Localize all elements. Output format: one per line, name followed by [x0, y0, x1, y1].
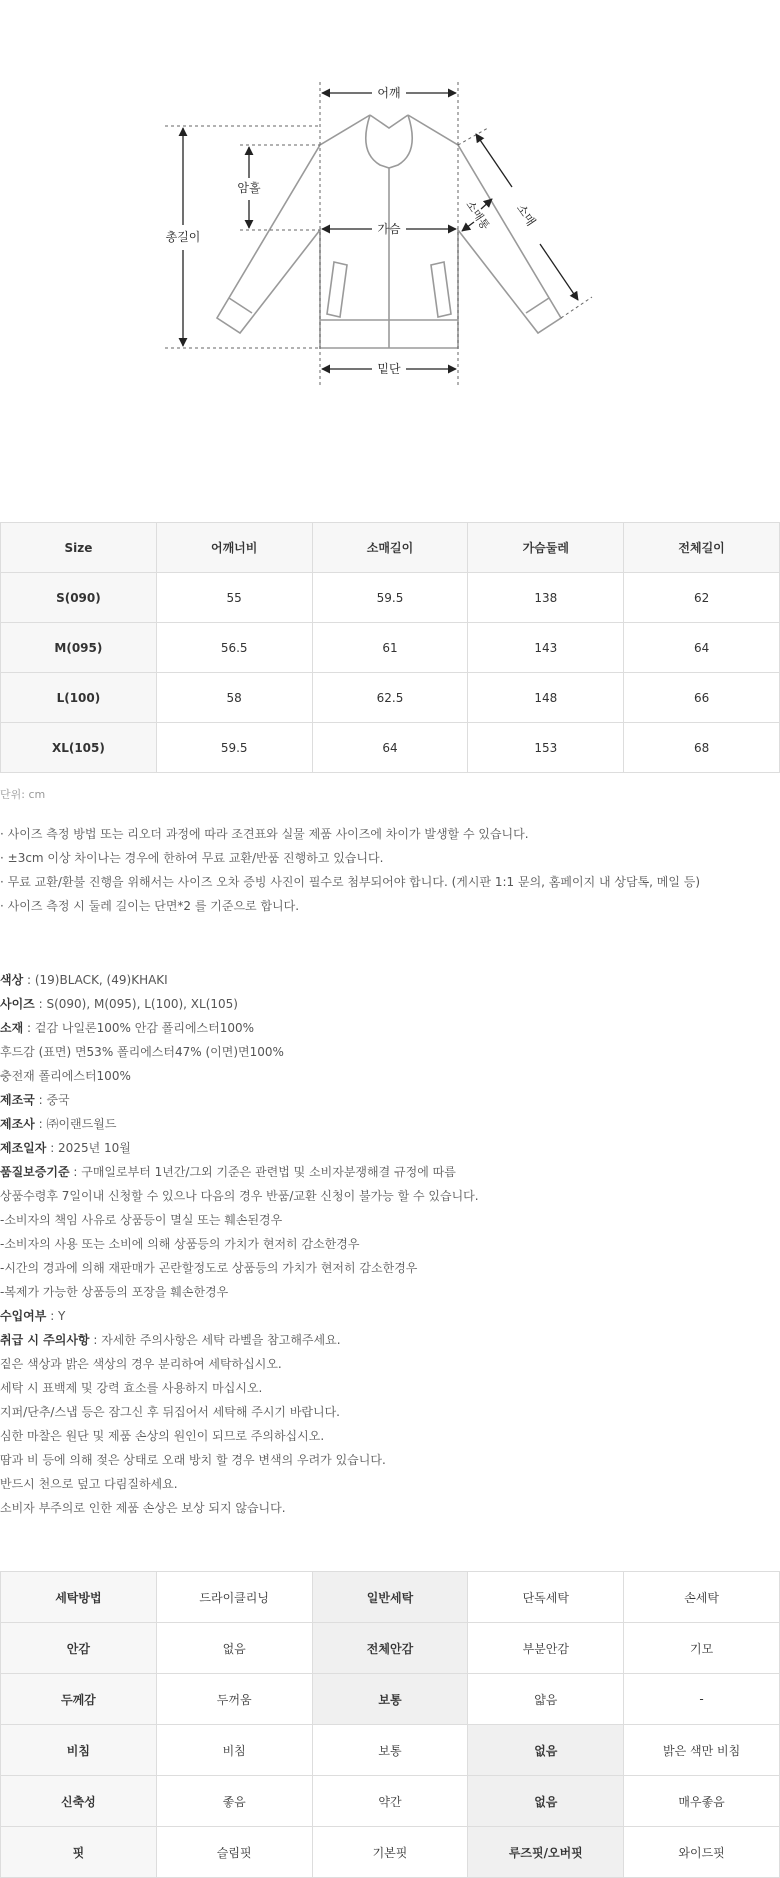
care-cell: 없음	[468, 1776, 624, 1827]
table-row	[1, 723, 780, 773]
size-cell: 138	[468, 573, 624, 623]
info-label: 소재	[0, 1021, 24, 1035]
table-row	[1, 1827, 780, 1878]
care-row-label: 핏	[1, 1827, 157, 1878]
size-cell: 62	[624, 573, 780, 623]
size-cell: 64	[312, 723, 468, 773]
care-cell: 슬림핏	[156, 1827, 312, 1878]
size-cell: 59.5	[312, 573, 468, 623]
info-text: : S(090), M(095), L(100), XL(105)	[34, 997, 238, 1011]
info-row	[0, 1112, 479, 1136]
size-header-shoulder: 어깨너비	[156, 523, 312, 573]
info-text: 땀과 비 등에 의해 젖은 상태로 오래 방치 할 경우 변색의 우려가 있습니다.	[0, 1453, 386, 1467]
info-text: -소비자의 사용 또는 소비에 의해 상품등의 가치가 현저히 감소한경우	[0, 1237, 360, 1251]
info-row	[0, 1280, 479, 1304]
sleeve-width-arrow-top	[481, 199, 492, 209]
info-row	[0, 1376, 479, 1400]
info-row	[0, 968, 479, 992]
sleeve-width-arrow-bottom	[462, 222, 474, 231]
note-item: · 무료 교환/환불 진행을 위해서는 사이즈 오차 증빙 사진이 필수로 첨부되어야 합니다. (게시판 1:1 문의, 홈페이지 내 상담톡, 메일 등)	[0, 870, 700, 894]
info-row	[0, 1448, 479, 1472]
info-row	[0, 1064, 479, 1088]
info-label: 색상	[0, 973, 24, 987]
care-cell: 밝은 색만 비침	[624, 1725, 780, 1776]
info-row	[0, 1208, 479, 1232]
info-row	[0, 1328, 479, 1352]
care-cell: 단독세탁	[468, 1572, 624, 1623]
info-row	[0, 1424, 479, 1448]
care-row-label: 신축성	[1, 1776, 157, 1827]
care-cell: 비침	[156, 1725, 312, 1776]
size-cell: 148	[468, 673, 624, 723]
table-row	[1, 1725, 780, 1776]
info-row	[0, 1040, 479, 1064]
info-text: : 구매일로부터 1년간/그외 기준은 관련법 및 소비자분쟁해결 규정에 따름	[69, 1165, 456, 1179]
size-cell: 61	[312, 623, 468, 673]
info-row	[0, 1016, 479, 1040]
info-text: : (19)BLACK, (49)KHAKI	[23, 973, 168, 987]
info-text: 상품수령후 7일이내 신청할 수 있으나 다음의 경우 반품/교환 신청이 불가능 할 수 있습니다.	[0, 1189, 479, 1203]
info-row	[0, 1496, 479, 1520]
info-text: 짙은 색상과 밝은 색상의 경우 분리하여 세탁하십시오.	[0, 1357, 282, 1371]
care-cell: 손세탁	[624, 1572, 780, 1623]
info-label: 수입여부	[0, 1309, 47, 1323]
info-label: 제조일자	[0, 1141, 47, 1155]
note-item: · 사이즈 측정 방법 또는 리오더 과정에 따라 조견표와 실물 제품 사이즈에 차이가 발생할 수 있습니다.	[0, 822, 700, 846]
care-cell: 일반세탁	[312, 1572, 468, 1623]
info-text: -소비자의 책임 사유로 상품등이 멸실 또는 훼손된경우	[0, 1213, 283, 1227]
care-table	[0, 1571, 780, 1878]
info-text: : ㈜이랜드월드	[34, 1117, 117, 1131]
size-cell: 58	[156, 673, 312, 723]
chest-label: 가슴	[377, 222, 401, 236]
table-row	[1, 1623, 780, 1674]
note-item: · ±3cm 이상 차이나는 경우에 한하여 무료 교환/반품 진행하고 있습니다.	[0, 846, 700, 870]
info-row	[0, 1232, 479, 1256]
table-row	[1, 623, 780, 673]
unit-note: 단위: cm	[0, 788, 46, 801]
info-row	[0, 1352, 479, 1376]
care-cell: 드라이클리닝	[156, 1572, 312, 1623]
care-cell: 약간	[312, 1776, 468, 1827]
info-label: 사이즈	[0, 997, 35, 1011]
armhole-label: 암홀	[237, 181, 261, 195]
info-text: -복제가 가능한 상품등의 포장을 훼손한경우	[0, 1285, 229, 1299]
info-row	[0, 1400, 479, 1424]
care-cell: 보통	[312, 1674, 468, 1725]
table-row	[1, 673, 780, 723]
size-table	[0, 522, 780, 773]
info-text: 세탁 시 표백제 및 강력 효소를 사용하지 마십시오.	[0, 1381, 263, 1395]
care-cell: 부분안감	[468, 1623, 624, 1674]
sleeve-width-label: 소매통	[463, 198, 492, 233]
size-cell: 55	[156, 573, 312, 623]
size-header-chest: 가슴둘레	[468, 523, 624, 573]
size-cell: 68	[624, 723, 780, 773]
info-row	[0, 1184, 479, 1208]
care-cell: 와이드핏	[624, 1827, 780, 1878]
size-header-sleeve: 소매길이	[312, 523, 468, 573]
care-cell: 루즈핏/오버핏	[468, 1827, 624, 1878]
size-cell: 62.5	[312, 673, 468, 723]
care-row-label: 세탁방법	[1, 1572, 157, 1623]
info-row	[0, 1472, 479, 1496]
care-cell: 두꺼움	[156, 1674, 312, 1725]
info-row	[0, 1088, 479, 1112]
info-text: 심한 마찰은 원단 및 제품 손상의 원인이 되므로 주의하십시오.	[0, 1429, 325, 1443]
size-cell: S(090)	[1, 573, 157, 623]
size-cell: 153	[468, 723, 624, 773]
jacket-diagram-svg	[0, 0, 780, 420]
table-row	[1, 1572, 780, 1623]
care-cell: 좋음	[156, 1776, 312, 1827]
table-row	[1, 573, 780, 623]
care-cell: 보통	[312, 1725, 468, 1776]
table-row	[1, 1674, 780, 1725]
info-row	[0, 1256, 479, 1280]
table-row	[1, 1776, 780, 1827]
sleeve-label: 소매	[513, 201, 539, 229]
size-notes	[0, 822, 700, 918]
info-row	[0, 1160, 479, 1184]
care-cell: 없음	[156, 1623, 312, 1674]
info-text: : 겉감 나일론100% 안감 폴리에스터100%	[23, 1021, 255, 1035]
size-cell: 64	[624, 623, 780, 673]
sleeve-arrow-top	[476, 134, 512, 187]
size-diagram	[0, 0, 780, 420]
size-cell: 143	[468, 623, 624, 673]
care-cell: -	[624, 1674, 780, 1725]
info-row	[0, 1304, 479, 1328]
size-table-header-row	[1, 523, 780, 573]
info-text: 반드시 천으로 덮고 다림질하세요.	[0, 1477, 178, 1491]
info-text: 충전재 폴리에스터100%	[0, 1069, 131, 1083]
size-header-length: 전체길이	[624, 523, 780, 573]
info-text: : 중국	[34, 1093, 70, 1107]
info-label: 취급 시 주의사항	[0, 1333, 90, 1347]
care-cell: 기본핏	[312, 1827, 468, 1878]
care-cell: 얇음	[468, 1674, 624, 1725]
info-text: -시간의 경과에 의해 재판매가 곤란할정도로 상품등의 가치가 현저히 감소한경우	[0, 1261, 418, 1275]
info-text: 소비자 부주의로 인한 제품 손상은 보상 되지 않습니다.	[0, 1501, 286, 1515]
info-label: 제조사	[0, 1117, 35, 1131]
care-cell: 기모	[624, 1623, 780, 1674]
care-row-label: 비침	[1, 1725, 157, 1776]
info-text: 후드감 (표면) 면53% 폴리에스터47% (이면)면100%	[0, 1045, 284, 1059]
care-cell: 없음	[468, 1725, 624, 1776]
info-label: 제조국	[0, 1093, 35, 1107]
size-cell: M(095)	[1, 623, 157, 673]
product-info	[0, 968, 479, 1520]
shoulder-label: 어깨	[377, 86, 401, 100]
size-header-size: Size	[1, 523, 157, 573]
total-length-label: 총길이	[165, 230, 201, 244]
care-row-label: 안감	[1, 1623, 157, 1674]
info-row	[0, 1136, 479, 1160]
info-text: : 자세한 주의사항은 세탁 라벨을 참고해주세요.	[89, 1333, 341, 1347]
info-label: 품질보증기준	[0, 1165, 70, 1179]
care-cell: 매우좋음	[624, 1776, 780, 1827]
hem-label: 밑단	[377, 362, 401, 376]
size-cell: 56.5	[156, 623, 312, 673]
size-cell: XL(105)	[1, 723, 157, 773]
info-text: : 2025년 10월	[46, 1141, 131, 1155]
size-cell: 66	[624, 673, 780, 723]
size-cell: 59.5	[156, 723, 312, 773]
info-text: : Y	[46, 1309, 66, 1323]
care-row-label: 두께감	[1, 1674, 157, 1725]
note-item: · 사이즈 측정 시 둘레 길이는 단면*2 를 기준으로 합니다.	[0, 894, 700, 918]
info-text: 지퍼/단추/스냅 등은 잠그신 후 뒤집어서 세탁해 주시기 바랍니다.	[0, 1405, 340, 1419]
care-cell: 전체안감	[312, 1623, 468, 1674]
info-row	[0, 992, 479, 1016]
size-cell: L(100)	[1, 673, 157, 723]
